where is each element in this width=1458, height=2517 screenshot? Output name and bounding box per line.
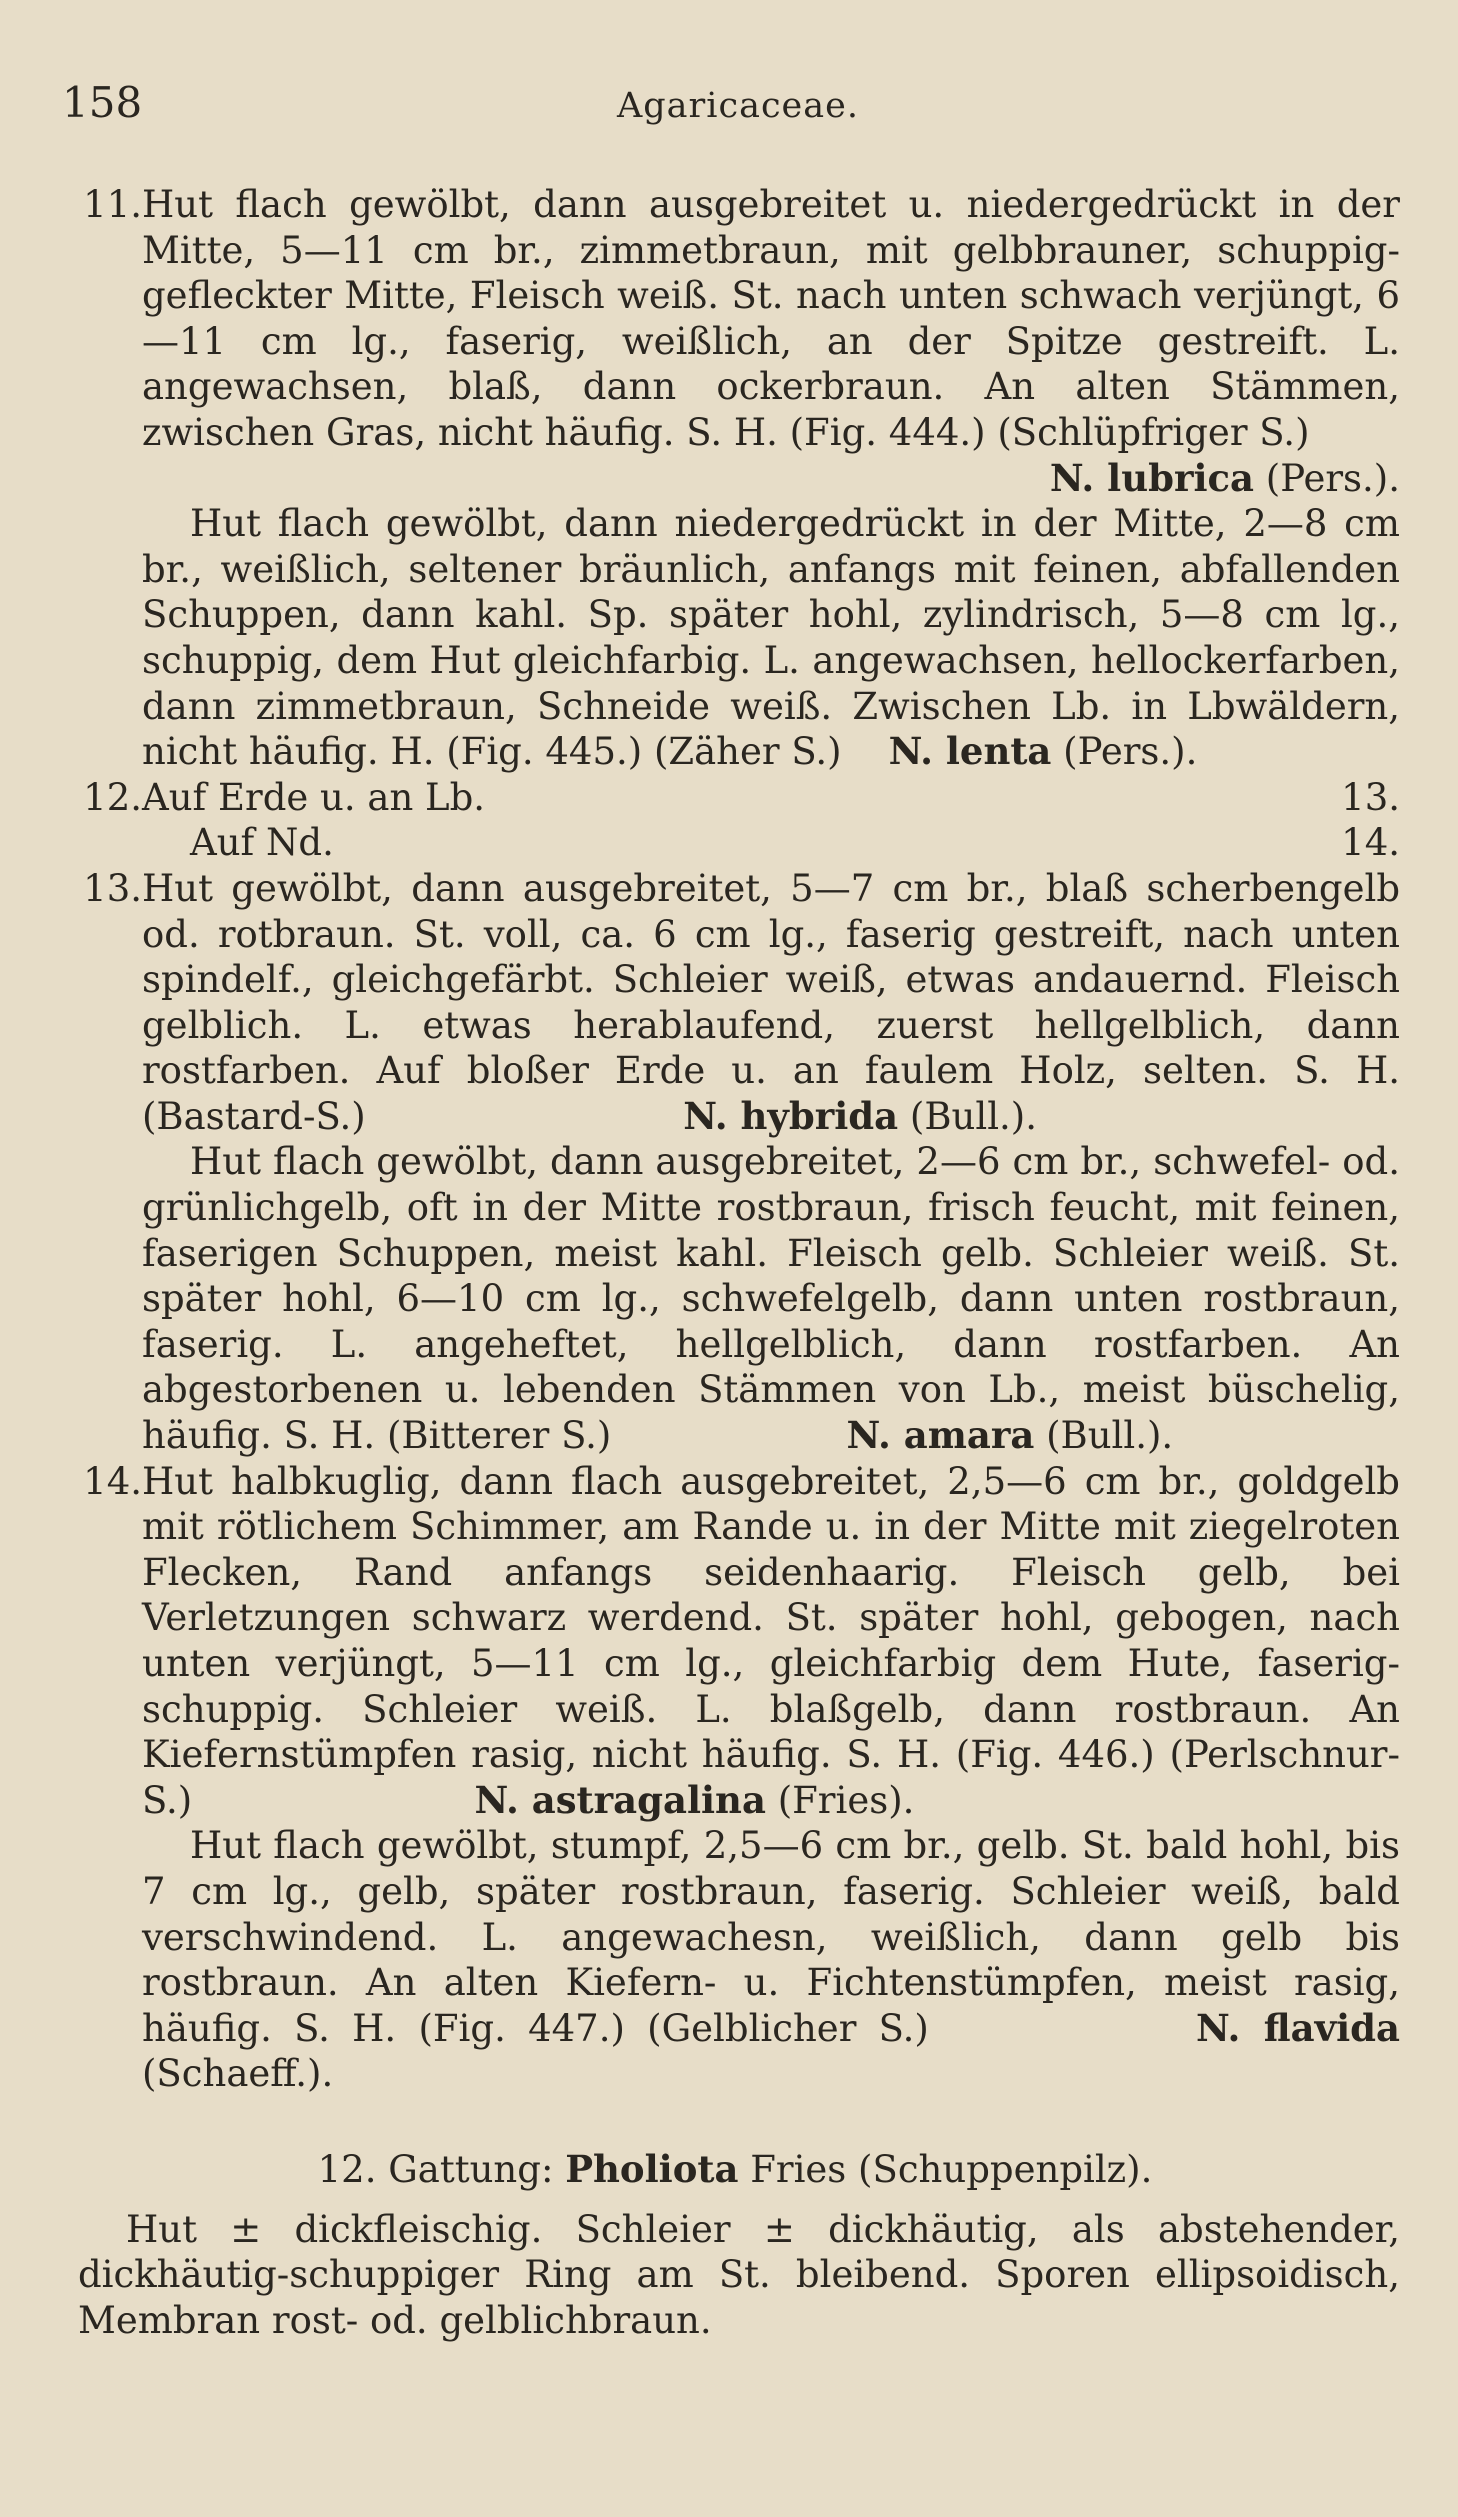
genus-suffix: Fries (Schuppenpilz). [750, 2147, 1153, 2191]
species-author: (Schaeff.). [142, 2052, 334, 2096]
species-name: N. hybrida [683, 1093, 899, 1138]
entry-subtext [70, 1823, 1400, 2097]
species-author: (Bull.). [909, 1094, 1038, 1138]
entry-text: Hut flach gewölbt, dann ausgebreitet u. niedergedrückt in der Mitte, 5—11 cm br., zimmetbraun, mit gelbbrauner, schuppig-gefleckter Mitte, Fleisch weiß. St. nach unten schwach verjüngt, 6—11 cm lg., faserig, weißlich, an der Spitze gestreift. L. angewachsen, blaß, dann ockerbraun. An alten Stämmen, zwischen Gras, nicht häufig. S. H. (Fig. 444.) (Schlüpfriger S.) [142, 183, 1400, 454]
species-author: (Pers.). [1265, 456, 1400, 500]
species-author: (Pers.). [1063, 730, 1198, 774]
species-name: N. flavida [1196, 2005, 1400, 2050]
subtext-body: Hut flach gewölbt, dann niedergedrückt in der Mitte, 2—8 cm br., weißlich, seltener bräunlich, anfangs mit feinen, abfallenden Schuppen, dann kahl. Sp. später hohl, zylindrisch, 5—8 cm lg., schuppig, dem Hut gleichfarbig. L. angewachsen, hellockerfarben, dann zimmetbraun, Schneide weiß. Zwischen Lb. in Lbwäldern, nicht häufig. H. (Fig. 445.) (Zäher S.) [142, 502, 1400, 774]
key-entry-13 [70, 866, 1400, 1459]
entry-text [70, 866, 1400, 1140]
lead-line [70, 775, 1400, 821]
entry-number: 12. [83, 775, 142, 819]
lead-text: Auf Erde u. an Lb. [142, 775, 486, 819]
entry-body: Hut halbkuglig, dann flach ausgebreitet, 2,5—6 cm br., goldgelb mit rötlichem Schimmer, am Rande u. in der Mitte mit ziegelroten Flecken, Rand anfangs seidenhaarig. Fleisch gelb, bei Verletzungen schwarz werdend. St. später hohl, gebogen, nach unten verjüngt, 5—11 cm lg., gleichfarbig dem Hute, faserig-schuppig. Schleier weiß. L. blaßgelb, dann rostbraun. An Kiefernstümpfen rasig, nicht häufig. S. H. (Fig. 446.) (Perlschnur-S.) [142, 1459, 1400, 1822]
entry-body: Hut gewölbt, dann ausgebreitet, 5—7 cm br., blaß scherbengelb od. rotbraun. St. voll, ca. 6 cm lg., faserig gestreift, nach unten spindelf., gleichgefärbt. Schleier weiß, etwas andauernd. Fleisch gelblich. L. etwas herablaufend, zuerst hellgelblich, dann rostfarben. Auf bloßer Erde u. an faulem Holz, selten. S. H. (Bastard-S.) [142, 866, 1400, 1138]
genus-name: Pholiota [565, 2146, 739, 2191]
key-entry-12 [70, 775, 1400, 866]
page-header [62, 78, 1396, 138]
page-body [70, 182, 1400, 2343]
genus-prefix: 12. Gattung: [317, 2147, 554, 2191]
species-author: (Fries). [777, 1778, 915, 1822]
species-name: N. lubrica [1049, 455, 1255, 500]
lead-ref: 13. [1341, 775, 1400, 819]
entry-subtext [70, 1139, 1400, 1458]
entry-number: 11. [83, 183, 142, 226]
species-name: N. lenta [888, 729, 1052, 774]
genus-heading [70, 2147, 1400, 2193]
key-entry-14 [70, 1459, 1400, 2097]
genus-description: Hut ± dickfleischig. Schleier ± dickhäutig, als abstehender, dickhäutig-schuppiger Ring am St. bleibend. Sporen ellipsoidisch, Membran rost- od. gelblichbraun. [78, 2207, 1400, 2342]
running-title: Agaricaceae. [617, 86, 859, 126]
species-line [70, 456, 1400, 502]
subtext-body: Hut flach gewölbt, dann ausgebreitet, 2—6 cm br., schwefel- od. grünlichgelb, oft in der Mitte rostbraun, frisch feucht, mit feinen, faserigen Schuppen, meist kahl. Fleisch gelb. Schleier weiß. St. später hohl, 6—10 cm lg., schwefelgelb, dann unten rostbraun, faserig. L. angeheftet, hellgelblich, dann rostfarben. An abgestorbenen u. lebenden Stämmen von Lb., meist büschelig, häufig. S. H. (Bitterer S.) [142, 1140, 1400, 1458]
key-entry-11 [70, 182, 1400, 775]
lead-ref: 14. [1341, 821, 1400, 865]
species-name: N. amara [846, 1413, 1035, 1458]
species-name: N. astragalina [474, 1777, 766, 1822]
entry-number: 14. [83, 1459, 142, 1503]
entry-number: 13. [83, 866, 142, 910]
entry-subtext [70, 501, 1400, 775]
page-number: 158 [62, 78, 143, 127]
entry-text [70, 1459, 1400, 1824]
lead-text: Auf Nd. [190, 821, 334, 865]
lead-line [70, 820, 1400, 866]
subtext-body: Hut flach gewölbt, stumpf, 2,5—6 cm br., gelb. St. bald hohl, bis 7 cm lg., gelb, später rostbraun, faserig. Schleier weiß, bald verschwindend. L. angewachesn, weißlich, dann gelb bis rostbraun. An alten Kiefern- u. Fichtenstümpfen, meist rasig, häufig. S. H. (Fig. 447.) (Gelblicher S.) [142, 1824, 1400, 2050]
species-author: (Bull.). [1046, 1414, 1174, 1458]
